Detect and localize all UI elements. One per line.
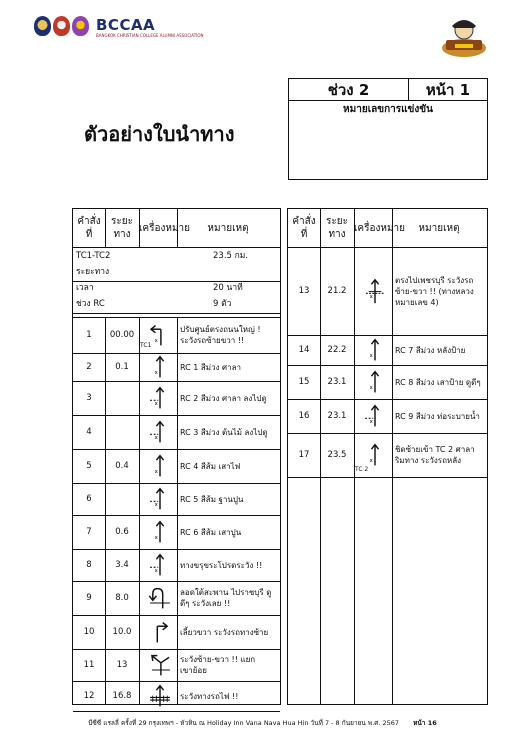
header-command-text: คำสั่งที่ (292, 216, 316, 240)
row-sign (354, 433, 392, 477)
page-title: ตัวอย่างใบนำทาง (84, 122, 235, 146)
svg-text:x: x (154, 400, 158, 407)
row-note: RC 5 สีส้ม ฐานปูน (180, 494, 244, 504)
row-number: 7 (86, 526, 92, 537)
svg-text:x: x (154, 468, 158, 475)
club-crest-logo (72, 16, 89, 36)
header-distance-text: ระยะทาง (111, 216, 133, 240)
straight-arrow-icon (148, 354, 172, 381)
row-distance: 0.4 (115, 460, 129, 471)
row-sign (354, 399, 392, 433)
table-row (73, 449, 280, 483)
row-sign (139, 483, 177, 515)
row-sign (139, 353, 177, 381)
row-divider (288, 477, 487, 478)
straight-arrow-dashed-icon (148, 486, 172, 513)
bccaa-logo-text: BCCAA (96, 16, 156, 34)
checkpoint-label: TC1 (140, 342, 152, 349)
railway-crossing-icon (148, 683, 172, 710)
table-row (73, 581, 280, 615)
header-distance (320, 209, 354, 247)
header-sign-text: เครื่องหมาย (354, 222, 406, 234)
row-distance: 23.5 (327, 449, 347, 460)
row-number: 2 (86, 361, 92, 372)
row-distance: 16.8 (112, 690, 132, 701)
footer-text: บีซีซี แรลลี่ ครั้งที่ 29 กรุงเทพฯ - หัวหิน ณ Holiday Inn Vana Nava Hua Hin วันที่ 7 - 8 กันยายน พ.ศ. 2567 (88, 719, 400, 727)
crossroad-straight-icon (363, 278, 387, 305)
summary-route-label: TC1-TC2 (76, 251, 111, 261)
row-number: 5 (86, 460, 92, 471)
row-number: 14 (298, 344, 310, 355)
straight-arrow-icon (148, 519, 172, 546)
row-sign (354, 365, 392, 399)
row-number: 17 (298, 449, 310, 460)
row-distance: 0.6 (115, 526, 129, 537)
header-sign (354, 209, 406, 247)
row-sign (139, 615, 177, 649)
svg-text:x: x (369, 352, 373, 359)
straight-arrow-dashed-icon (148, 419, 172, 446)
row-sign (139, 581, 177, 615)
row-number: 6 (86, 493, 92, 504)
row-number: 16 (298, 410, 310, 421)
header-sign-text: เครื่องหมาย (139, 222, 191, 234)
row-note: ตรงไปเพชรบุรี ระวังรถซ้าย-ขวา !! (ทางหลวง หมายเลข 4) (395, 275, 474, 307)
svg-text:x: x (154, 434, 158, 441)
header-command (288, 209, 320, 247)
school-crest-logo (34, 16, 51, 36)
row-note: RC 7 สีม่วง หลังป้าย (395, 345, 466, 355)
team-number-label: หมายเลขการแข่งขัน (343, 104, 433, 115)
row-number: 10 (83, 626, 95, 637)
footer-page-number: หน้า 16 (413, 719, 437, 727)
row-sign (139, 515, 177, 549)
section-label: ช่วง 2 (289, 79, 409, 101)
row-distance: 21.2 (327, 285, 347, 296)
row-distance: 23.1 (327, 376, 347, 387)
row-sign (354, 247, 392, 335)
header-note-text: หมายเหตุ (418, 222, 460, 234)
table-row (73, 483, 280, 515)
table-row (73, 317, 280, 353)
svg-text:x: x (154, 369, 158, 376)
row-number: 15 (298, 376, 310, 387)
row-distance: 0.1 (115, 361, 129, 372)
table-row (288, 365, 487, 399)
table-row (73, 549, 280, 581)
table-row (73, 381, 280, 415)
row-number: 12 (83, 690, 95, 701)
header-command (73, 209, 105, 247)
row-number: 3 (86, 392, 92, 403)
table-row (73, 415, 280, 449)
row-distance: 13 (116, 659, 128, 670)
row-distance: 00.00 (109, 329, 135, 340)
table-row (73, 353, 280, 381)
row-sign (139, 449, 177, 483)
checkpoint-label: TC 2 (355, 466, 369, 473)
summary-rc-value: 9 ตัว (213, 299, 232, 309)
svg-text:x: x (154, 501, 158, 508)
row-note: ปรับศูนย์ตรงถนนใหญ่ ! ระวังรถซ้ายขวา !! (180, 325, 261, 345)
row-divider (73, 711, 280, 712)
row-sign (139, 649, 177, 681)
straight-arrow-icon (363, 369, 387, 396)
row-number: 4 (86, 426, 92, 437)
row-note: ระวังทางรถไฟ !! (180, 691, 239, 701)
svg-text:x: x (369, 293, 373, 300)
row-note: RC 4 สีส้ม เสาไฟ (180, 461, 241, 471)
row-note: ลอดใต้สะพาน ไปราชบุรี ดูดีๆ ระวังเลย !! (180, 588, 272, 608)
row-divider (73, 313, 280, 314)
row-note: RC 6 สีส้ม เสาปูน (180, 527, 242, 537)
pirate-rally-logo (440, 14, 488, 62)
row-note: RC 9 สีม่วง ท่อระบายน้ำ (395, 411, 480, 421)
row-note: เลี้ยวขวา ระวังรถทางซ้าย (180, 627, 269, 637)
table-row (73, 681, 280, 711)
row-number: 1 (86, 329, 92, 340)
header-note (392, 209, 486, 247)
row-distance: 3.4 (115, 559, 129, 570)
summary-route-value: 23.5 กม. (213, 251, 249, 261)
row-note: RC 2 สีม่วง ศาลา ลงไปดู (180, 393, 267, 403)
straight-arrow-dashed-icon (148, 385, 172, 412)
page-footer (0, 718, 525, 728)
row-note: RC 3 สีม่วง ต้นไม้ ลงไปดู (180, 427, 268, 437)
summary-rc-label: ช่วง RC (76, 299, 105, 309)
table-row (73, 649, 280, 681)
table-row (288, 247, 487, 335)
row-sign (139, 381, 177, 415)
row-distance (105, 483, 139, 515)
row-number: 13 (298, 285, 310, 296)
route-table-left (72, 208, 281, 705)
page-label: หน้า 1 (409, 79, 487, 101)
header-distance-text: ระยะทาง (326, 216, 348, 240)
header-sign (139, 209, 191, 247)
table-row (288, 335, 487, 365)
svg-text:x: x (369, 457, 373, 464)
table-row (73, 515, 280, 549)
row-distance: 10.0 (112, 626, 132, 637)
row-number: 11 (83, 659, 95, 670)
table-row (288, 399, 487, 433)
turn-right-icon (148, 619, 172, 646)
svg-text:x: x (369, 418, 373, 425)
u-turn-under-icon (148, 585, 172, 612)
row-divider (73, 281, 280, 282)
svg-text:x: x (154, 567, 158, 574)
row-note: ทางขรุขระโปรดระวัง !! (180, 560, 263, 570)
table-row (73, 615, 280, 649)
svg-text:x: x (154, 337, 158, 344)
association-crest-logo (53, 16, 70, 36)
straight-arrow-dashed-icon (363, 403, 387, 430)
summary-distance-label: ระยะทาง (76, 267, 110, 277)
route-table-right (287, 208, 488, 705)
row-note: RC 1 สีม่วง ศาลา (180, 362, 241, 372)
row-distance (105, 381, 139, 415)
row-distance: 8.0 (115, 592, 129, 603)
summary-time-label: เวลา (76, 283, 94, 293)
row-number: 8 (86, 559, 92, 570)
row-sign (354, 335, 392, 365)
header-command-text: คำสั่งที่ (77, 216, 101, 240)
svg-text:x: x (154, 534, 158, 541)
section-page-box (288, 78, 488, 180)
table-row (288, 433, 487, 477)
row-sign (139, 549, 177, 581)
row-distance (105, 415, 139, 449)
row-sign (139, 415, 177, 449)
fork-left-icon (148, 652, 172, 679)
row-distance: 23.1 (327, 410, 347, 421)
header-note-text: หมายเหตุ (207, 222, 249, 234)
row-sign (139, 317, 177, 353)
straight-arrow-dashed-icon (148, 552, 172, 579)
straight-arrow-icon (148, 453, 172, 480)
row-number: 9 (86, 592, 92, 603)
row-sign (139, 681, 177, 711)
header-note (177, 209, 279, 247)
row-distance: 22.2 (327, 344, 347, 355)
straight-arrow-icon (363, 337, 387, 364)
header-distance (105, 209, 139, 247)
svg-text:x: x (369, 384, 373, 391)
row-note: ชิดซ้ายเข้า TC 2 ศาลาริมทาง ระวังรถหลัง (395, 445, 475, 465)
summary-time-value: 20 นาที (213, 283, 243, 293)
bccaa-logo-subtitle: BANGKOK CHRISTIAN COLLEGE ALUMNI ASSOCIATION (96, 33, 204, 38)
row-note: ระวังซ้าย-ขวา !! แยกเขาย้อย (180, 655, 256, 675)
row-note: RC 8 สีม่วง เสาป้าย ดูดีๆ (395, 377, 481, 387)
